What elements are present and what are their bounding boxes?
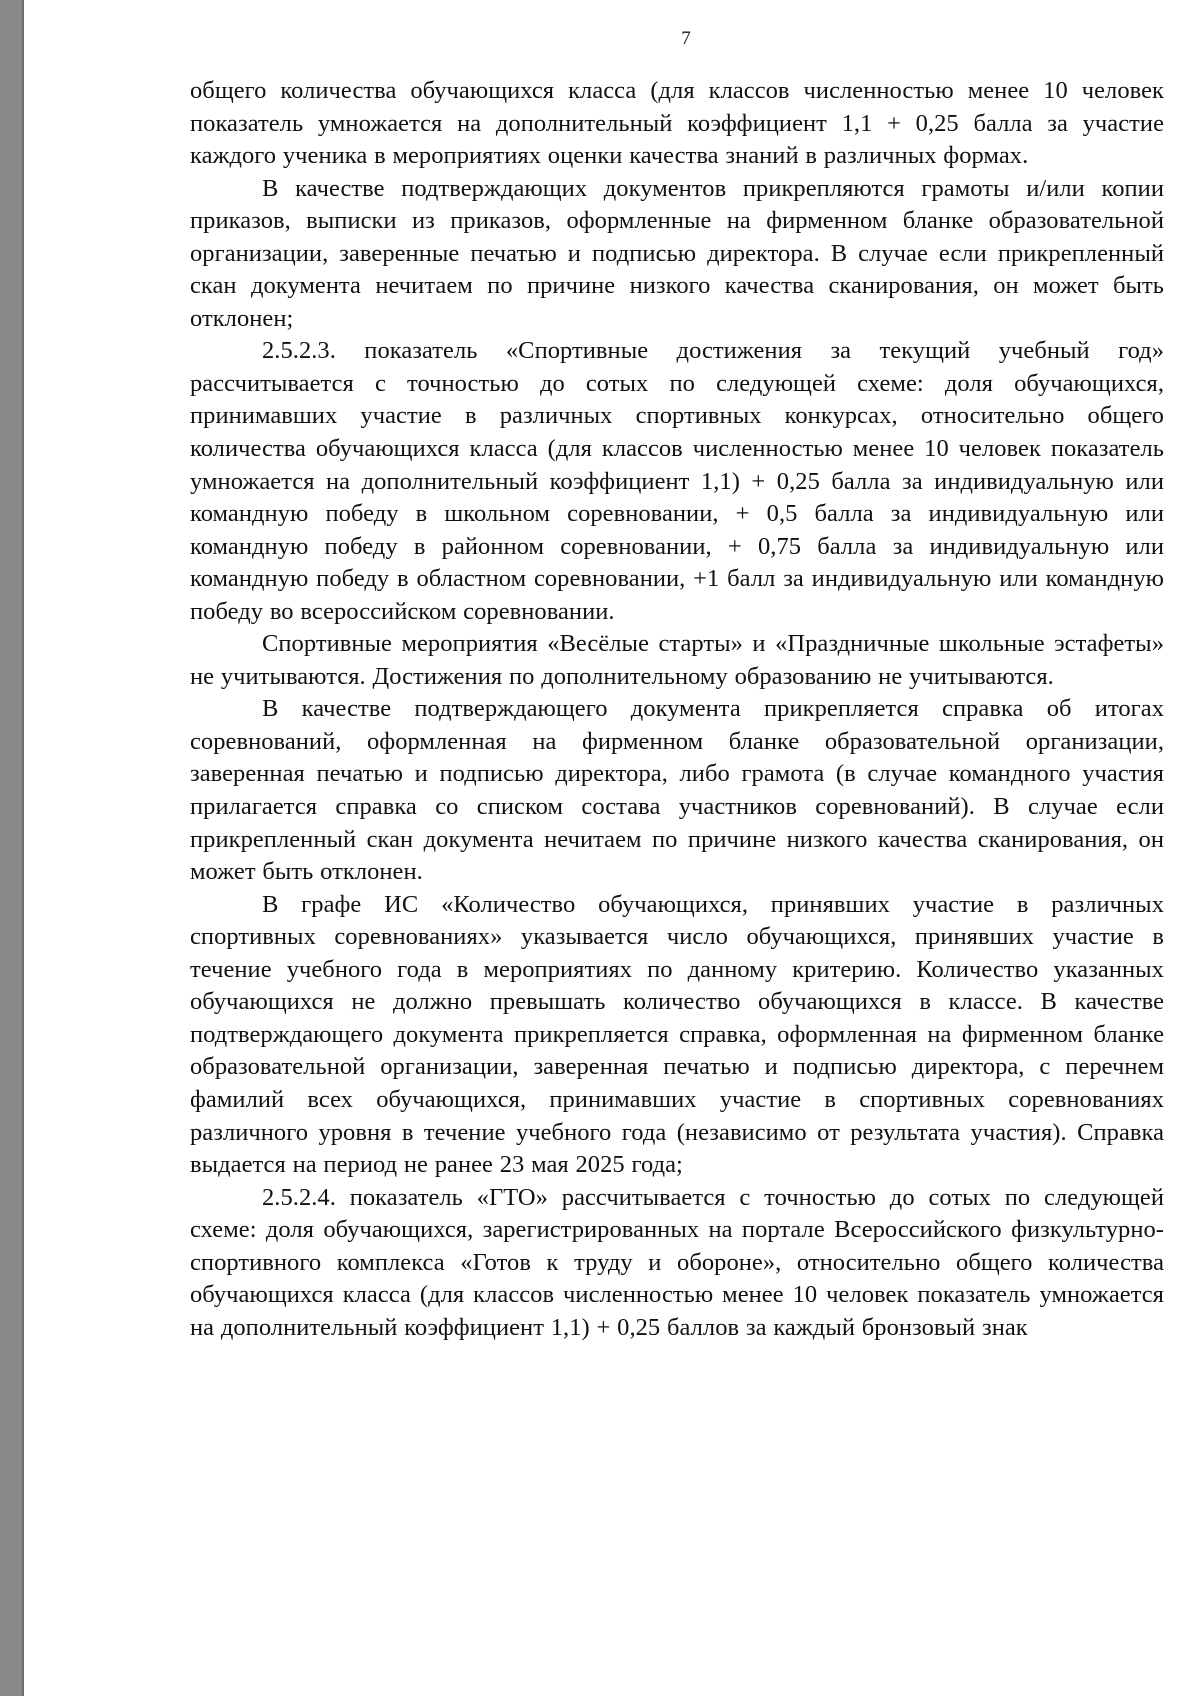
document-body [190,75,1164,1344]
paragraph-supporting-documents: В качестве подтверждающих документов прикрепляются грамоты и/или копии приказов, выписки из приказов, оформленные на фирменном бланке образовательной организации, заверенные печатью и подписью директора. В случае если прикрепленный скан документа нечитаем по причине низкого качества сканирования, он может быть отклонен; [190,174,1164,332]
document-page [22,0,1200,1696]
page-number: 7 [681,28,691,49]
paragraph-excluded-events: Спортивные мероприятия «Весёлые старты» и «Праздничные школьные эстафеты» не учитываются. Достижения по дополнительному образованию не учитываются. [190,630,1164,690]
paragraph-continuation: общего количества обучающихся класса (для классов численностью менее 10 человек показатель умножается на дополнительный коэффициент 1,1 + 0,25 балла за участие каждого ученика в мероприятиях оценки качества знаний в различных формах. [190,77,1164,170]
paragraph-sports-certificate: В качестве подтверждающего документа прикрепляется справка об итогах соревнований, оформленная на фирменном бланке образовательной организации, заверенная печатью и подписью директора, либо грамота (в случае командного участия прилагается справка со списком состава участников соревнований). В случае если прикрепленный скан документа нечитаем по причине низкого качества сканирования, он может быть отклонен. [190,695,1164,886]
paragraph-2-5-2-3-sports-achievements: 2.5.2.3. показатель «Спортивные достижения за текущий учебный год» рассчитывается с точностью до сотых по следующей схеме: доля обучающихся, принимавших участие в различных спортивных конкурсах, относительно общего количества обучающихся класса (для классов численностью менее 10 человек показатель умножается на дополнительный коэффициент 1,1) + 0,25 балла за индивидуальную или командную победу в школьном соревновании, + 0,5 балла за индивидуальную или командную победу в районном соревновании, + 0,75 балла за индивидуальную или командную победу в областном соревновании, +1 балл за индивидуальную или командную победу во всероссийском соревновании. [190,337,1164,625]
paragraph-2-5-2-4-gto: 2.5.2.4. показатель «ГТО» рассчитывается с точностью до сотых по следующей схеме: доля обучающихся, зарегистрированных на портале Всероссийского физкультурно-спортивного комплекса «Готов к труду и обороне», относительно общего количества обучающихся класса (для классов численностью менее 10 человек показатель умножается на дополнительный коэффициент 1,1) + 0,25 баллов за каждый бронзовый знак [190,1183,1164,1341]
paragraph-is-field-count: В графе ИС «Количество обучающихся, принявших участие в различных спортивных соревнованиях» указывается число обучающихся, принявших участие в течение учебного года в мероприятиях по данному критерию. Количество указанных обучающихся не должно превышать количество обучающихся в классе. В качестве подтверждающего документа прикрепляется справка, оформленная на фирменном бланке образовательной организации, заверенная печатью и подписью директора, с перечнем фамилий всех обучающихся, принимавших участие в спортивных соревнованиях различного уровня в течение учебного года (независимо от результата участия). Справка выдается на период не ранее 23 мая 2025 года; [190,890,1164,1179]
